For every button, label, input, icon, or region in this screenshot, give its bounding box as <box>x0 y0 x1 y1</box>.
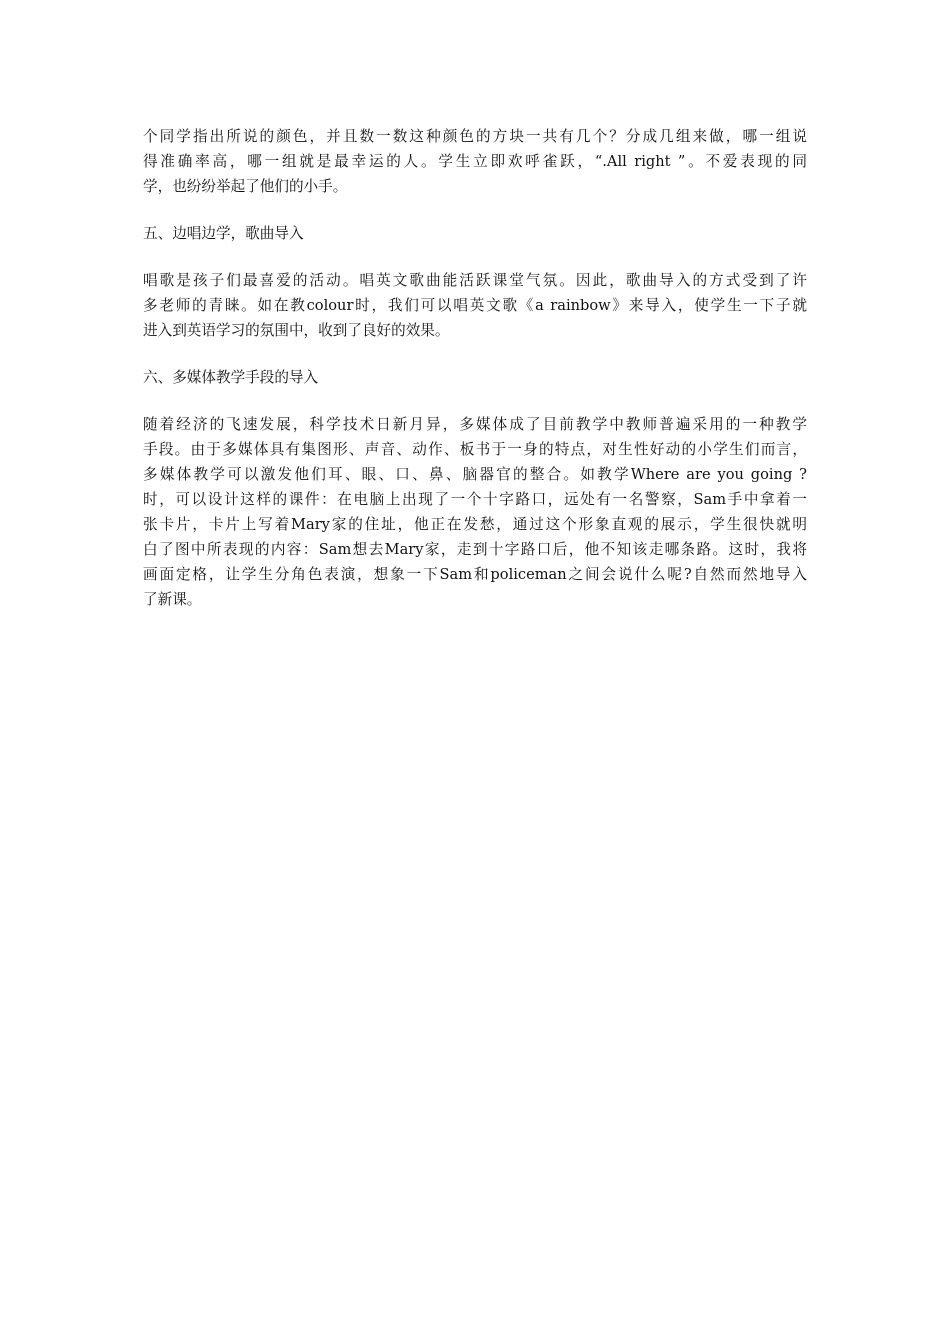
section-heading-six: 六、多媒体教学手段的导入 <box>143 369 319 386</box>
text-line: 了新课。 <box>143 591 202 608</box>
paragraph-multimedia-intro <box>143 412 807 612</box>
text-line: 多媒体教学可以激发他们耳、眼、口、鼻、脑器官的整合。如教学Where are you going ? <box>143 466 807 483</box>
text-line: 随着经济的飞速发展，科学技术日新月异，多媒体成了目前教学中教师普遍采用的一种教学 <box>143 416 807 433</box>
paragraph-color-game <box>143 124 807 199</box>
document-page <box>143 124 807 634</box>
text-line: 个同学指出所说的颜色，并且数一数这种颜色的方块一共有几个？分成几组来做，哪一组说 <box>143 128 807 145</box>
text-line: 白了图中所表现的内容：Sam想去Mary家，走到十字路口后，他不知该走哪条路。这时，我将 <box>143 541 807 558</box>
text-line: 唱歌是孩子们最喜爱的活动。唱英文歌曲能活跃课堂气氛。因此，歌曲导入的方式受到了许 <box>143 272 807 289</box>
paragraph-song-intro <box>143 268 807 343</box>
text-line: 学，也纷纷举起了他们的小手。 <box>143 178 348 195</box>
text-line: 进入到英语学习的氛围中，收到了良好的效果。 <box>143 322 450 339</box>
text-line: 画面定格，让学生分角色表演，想象一下Sam和policeman之间会说什么呢?自然而然地导入 <box>143 566 807 583</box>
text-line: 多老师的青睐。如在教colour时，我们可以唱英文歌《a rainbow》来导入，使学生一下子就 <box>143 297 807 314</box>
section-heading-five: 五、边唱边学，歌曲导入 <box>143 225 304 242</box>
text-line: 手段。由于多媒体具有集图形、声音、动作、板书于一身的特点，对生性好动的小学生们而言， <box>143 441 807 458</box>
text-line: 张卡片，卡片上写着Mary家的住址，他正在发愁，通过这个形象直观的展示，学生很快就明 <box>143 516 807 533</box>
text-line: 时，可以设计这样的课件：在电脑上出现了一个十字路口，远处有一名警察，Sam手中拿着一 <box>143 491 807 508</box>
text-line: 得准确率高，哪一组就是最幸运的人。学生立即欢呼雀跃，“.All right ”。不爱表现的同 <box>143 153 807 170</box>
